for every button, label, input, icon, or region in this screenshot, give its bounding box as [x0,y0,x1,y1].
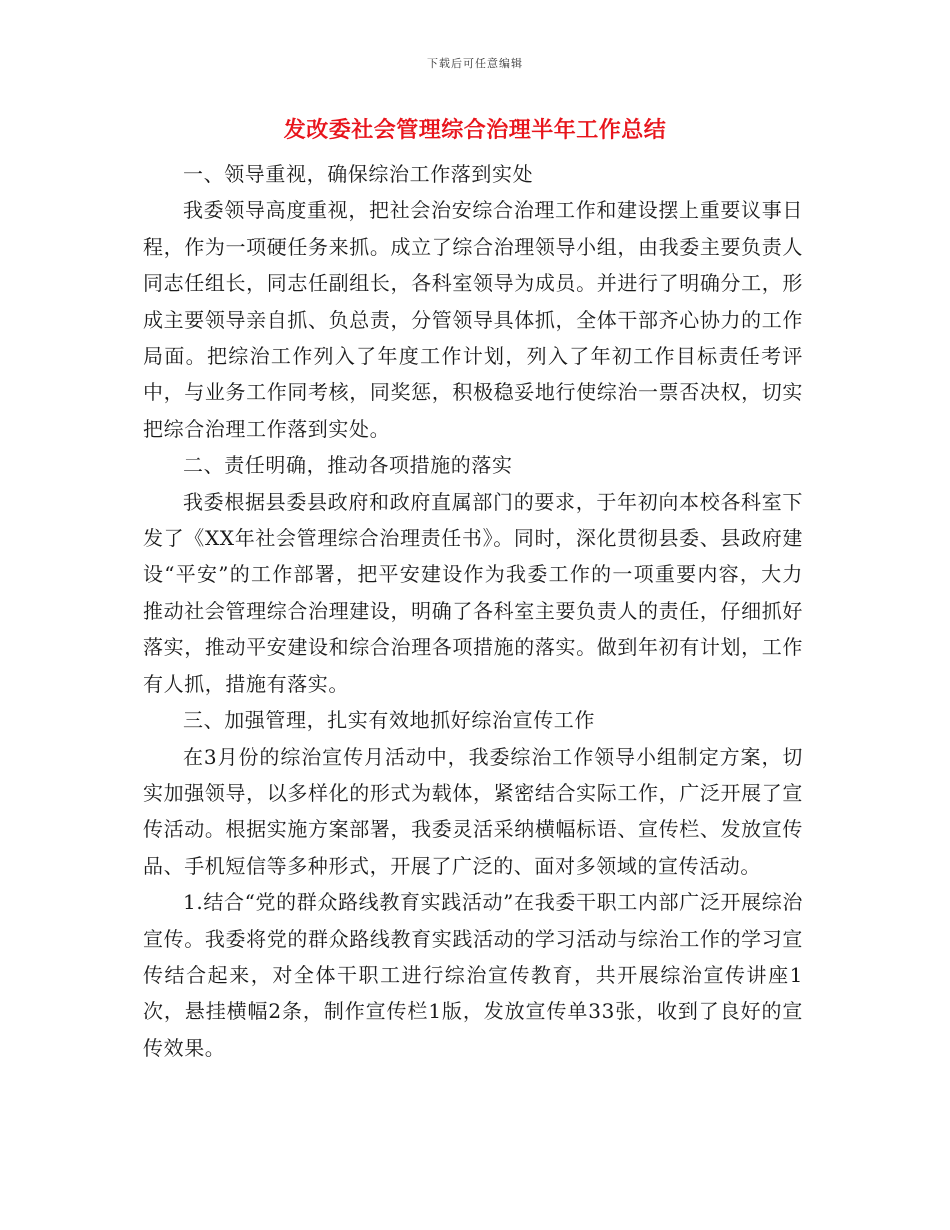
paragraph-2: 我委根据县委县政府和政府直属部门的要求，于年初向本校各科室下发了《XX年社会管理综合治理责任书》。同时，深化贯彻县委、县政府建设“平安”的工作部署，把平安建设作为我委工作的一项重要内容，大力推动社会管理综合治理建设，明确了各科室主要负责人的责任，仔细抓好落实，推动平安建设和综合治理各项措施的落实。做到年初有计划，工作有人抓，措施有落实。 [143,489,803,696]
header-note: 下载后可任意编辑 [427,57,523,70]
paragraph-3: 在3月份的综治宣传月活动中，我委综治工作领导小组制定方案，切实加强领导，以多样化的形式为载体，紧密结合实际工作，广泛开展了宣传活动。根据实施方案部署，我委灵活采纳横幅标语、宣传栏、发放宣传品、手机短信等多种形式，开展了广泛的、面对多领域的宣传活动。 [143,744,803,878]
document-body [143,156,803,1066]
document-title: 发改委社会管理综合治理半年工作总结 [283,118,667,143]
paragraph-1: 我委领导高度重视，把社会治安综合治理工作和建设摆上重要议事日程，作为一项硬任务来抓。成立了综合治理领导小组，由我委主要负责人同志任组长，同志任副组长，各科室领导为成员。并进行了明确分工，形成主要领导亲自抓、负总责，分管领导具体抓，全体干部齐心协力的工作局面。把综治工作列入了年度工作计划，列入了年初工作目标责任考评中，与业务工作同考核，同奖惩，积极稳妥地行使综治一票否决权，切实把综合治理工作落到实处。 [143,198,803,441]
section-heading-2: 二、责任明确，推动各项措施的落实 [183,453,513,478]
section-heading-3: 三、加强管理，扎实有效地抓好综治宣传工作 [183,708,595,733]
section-heading-1: 一、领导重视，确保综治工作落到实处 [183,162,534,186]
paragraph-4: 1.结合“党的群众路线教育实践活动”在我委干职工内部广泛开展综治宣传。我委将党的群众路线教育实践活动的学习活动与综治工作的学习宣传结合起来，对全体干职工进行综治宣传教育，共开展综治宣传讲座1次，悬挂横幅2条，制作宣传栏1版，发放宣传单33张，收到了良好的宣传效果。 [143,890,803,1060]
